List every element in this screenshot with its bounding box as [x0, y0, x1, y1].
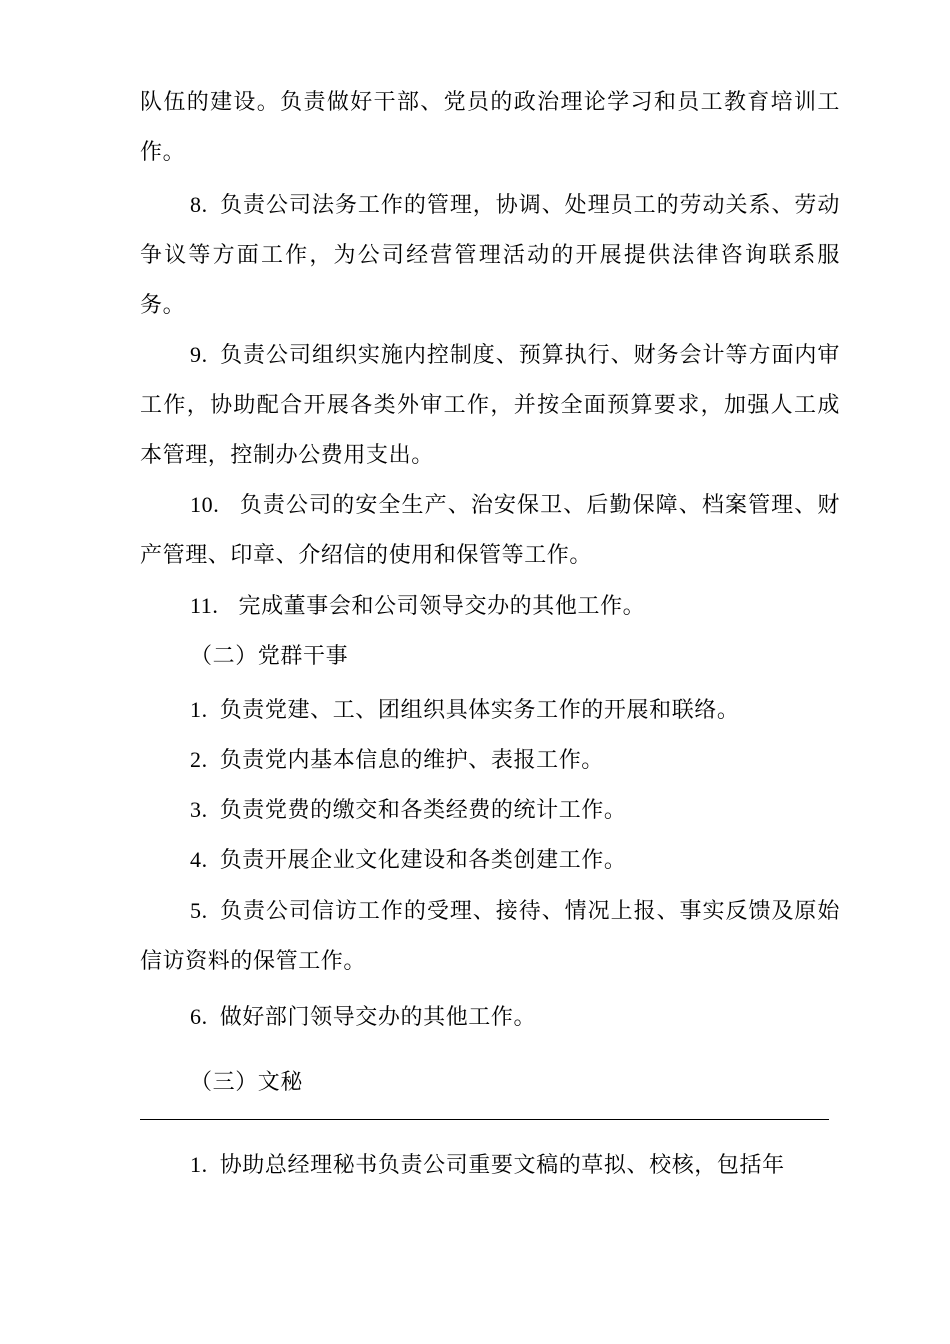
item-text: 负责公司法务工作的管理，协调、处理员工的劳动关系、劳动争议等方面工作，为公司经营管理活动的开展提供法律咨询联系服务。 — [140, 193, 840, 318]
item-text: 负责公司组织实施内控制度、预算执行、财务会计等方面内审工作，协助配合开展各类外审工作，并按全面预算要求，加强人工成本管理，控制办公费用支出。 — [140, 343, 840, 468]
item-number: 6. — [190, 1004, 208, 1029]
item-text: 负责党费的缴交和各类经费的统计工作。 — [219, 798, 627, 823]
item-text: 完成董事会和公司领导交办的其他工作。 — [238, 594, 646, 619]
paragraph-item-8 — [140, 180, 840, 331]
item-text: 负责党建、工、团组织具体实务工作的开展和联络。 — [219, 698, 740, 723]
item-number: 10. — [190, 492, 220, 517]
item-number: 9. — [190, 342, 208, 367]
item-number: 11. — [190, 593, 219, 618]
page-divider-line — [140, 1119, 829, 1120]
item-text: 负责开展企业文化建设和各类创建工作。 — [219, 848, 627, 873]
item-number: 1. — [190, 1152, 208, 1177]
paragraph-party-item-2 — [140, 735, 840, 786]
paragraph-party-item-5 — [140, 886, 840, 987]
paragraph-party-item-6 — [140, 992, 840, 1043]
paragraph-item-10 — [140, 480, 840, 581]
item-number: 3. — [190, 797, 208, 822]
section-heading-secretary: （三）文秘 — [190, 1070, 304, 1095]
item-text: 负责公司的安全生产、治安保卫、后勤保障、档案管理、财产管理、印章、介绍信的使用和保管等工作。 — [140, 493, 840, 568]
item-number: 8. — [190, 192, 208, 217]
item-number: 1. — [190, 697, 208, 722]
paragraph-secretary-item-1 — [140, 1140, 840, 1191]
item-number: 2. — [190, 747, 208, 772]
paragraph-party-item-4 — [140, 835, 840, 886]
section-heading-party-affairs: （二）党群干事 — [190, 644, 349, 669]
paragraph-party-item-3 — [140, 785, 840, 836]
paragraph-continuation: 队伍的建设。负责做好干部、党员的政治理论学习和员工教育培训工作。 — [140, 90, 840, 165]
item-text: 做好部门领导交办的其他工作。 — [219, 1005, 537, 1030]
paragraph-item-9 — [140, 330, 840, 481]
paragraph-party-item-1 — [140, 685, 840, 736]
item-text: 负责党内基本信息的维护、表报工作。 — [219, 748, 604, 773]
item-text: 负责公司信访工作的受理、接待、情况上报、事实反馈及原始信访资料的保管工作。 — [140, 899, 840, 974]
item-number: 5. — [190, 898, 208, 923]
item-text: 协助总经理秘书负责公司重要文稿的草拟、校核，包括年 — [219, 1153, 785, 1178]
item-number: 4. — [190, 847, 208, 872]
paragraph-item-11 — [140, 581, 840, 632]
